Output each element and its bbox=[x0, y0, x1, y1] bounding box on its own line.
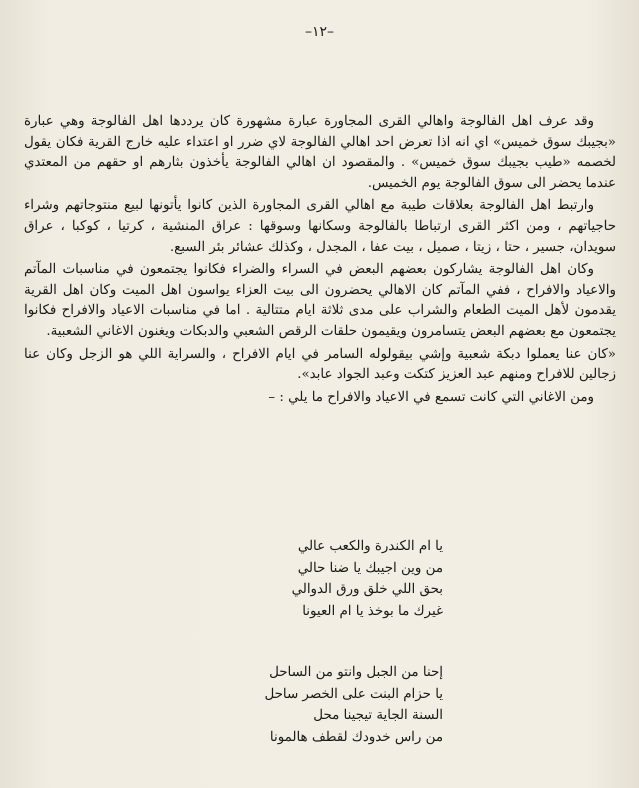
verse-line: غيرك ما بوخذ يا ام العيونا bbox=[302, 603, 443, 619]
song-verse-1 bbox=[183, 536, 443, 622]
paragraph-songs-intro: ومن الاغاني التي كانت تسمع في الاعياد والافراح ما يلي : – bbox=[268, 389, 594, 405]
paragraph-neighboring-villages: وارتبط اهل الفالوجة بعلاقات طيبة مع اهالي القرى المجاورة الذين كانوا يأتونها لبيع منتوجاتهم وشراء حاجياتهم ، ومن اكثر القرى ارتباطا بالفالوجة وسكانها وسوقها : عراق المنشية ، كرتيا ، كوكبا ، عراق سويدان، جسير ، حتا ، زيتا ، صميل ، بيت عفا ، المجدل ، وكذلك عشائر بئر السبع. bbox=[24, 198, 616, 255]
paragraph-quote-dabke: «كان عنا يعملوا دبكة شعبية وإشي بيقولوله السامر في ايام الافراح ، والسراية اللي هو الزجل وكان عنا زجالين للافراح ومنهم عبد العزيز كتكت وعبد الجواد عابد». bbox=[24, 346, 616, 383]
page-number: –١٢– bbox=[304, 24, 335, 40]
paragraph-market-saying: وقد عرف اهل الفالوجة واهالي القرى المجاورة عبارة مشهورة كان يرددها اهل الفالوجة وهي عبارة «بجيبك سوق خميس» اي انه اذا تعرض احد اهالي الفالوجة لاي ضرر او اعتداء عليه خارج القرية فكان يقول لخصمه «طيب بجيبك سوق خميس» . والمقصود ان اهالي الفالوجة يأخذون بثارهم او حقهم من المعتدي عندما يحضر الى سوق الفالوجة يوم الخميس. bbox=[24, 114, 616, 191]
paragraph-social-occasions: وكان اهل الفالوجة يشاركون بعضهم البعض في السراء والضراء فكانوا يجتمعون في مناسبات المآتم والاعياد والافراح ، ففي المآتم كان الاهالي يحضرون الى بيت العزاء يواسون اهل الميت وكان اهل القرية يقدمون لأهل الميت الطعام والشراب على مدى ثلاثة ايام متتالية . اما في مناسبات الاعياد والافراح فكانوا يجتمعون مع بعضهم البعض يتسامرون ويقيمون حلقات الرقص الشعبي والدبكات ويغنون الاغاني الشعبية. bbox=[24, 262, 616, 339]
song-verse-2 bbox=[183, 662, 443, 748]
verse-line: من وين اجيبك يا ضنا حالي bbox=[297, 560, 443, 576]
body-text bbox=[24, 112, 616, 410]
verse-line: بحق اللي خلق ورق الدوالي bbox=[291, 582, 443, 597]
verse-line: السنة الجاية تيجينا محل bbox=[313, 708, 443, 723]
verse-line: يا ام الكندرة والكعب عالي bbox=[297, 539, 443, 554]
verse-line: من راس خدودك لقطف هالمونا bbox=[269, 729, 443, 745]
verse-line: إحنا من الجبل وانتو من الساحل bbox=[269, 665, 443, 680]
verse-line: يا حزام البنت على الخصر ساحل bbox=[264, 686, 443, 702]
